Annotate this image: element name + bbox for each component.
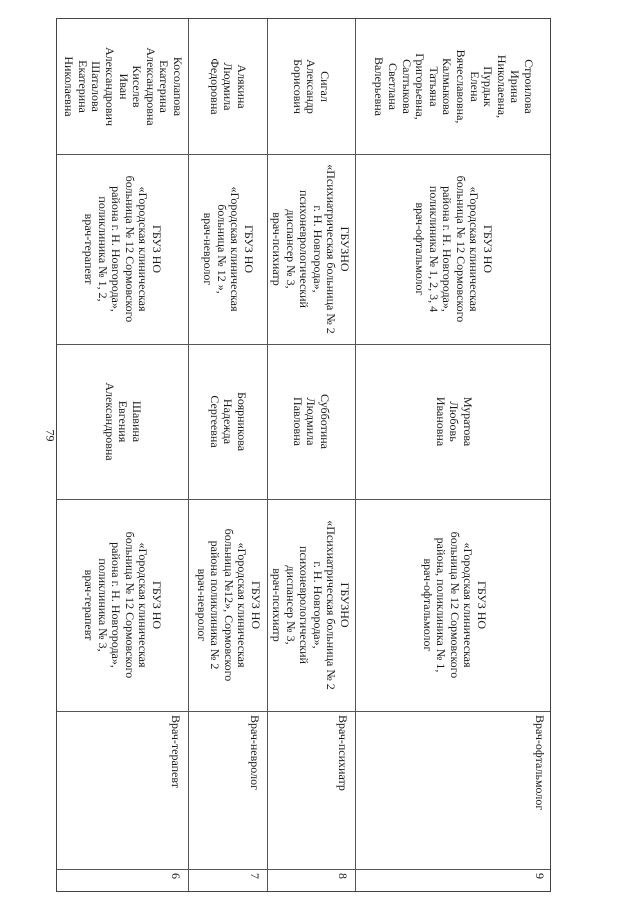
- org1-line: врач-психиатр: [270, 568, 285, 642]
- person1-line: Муратова: [460, 396, 475, 447]
- person2-line: Александрович: [102, 47, 117, 126]
- org2-line: врач-невролог: [200, 212, 215, 286]
- person2-line: Сигал: [318, 71, 333, 102]
- org1-line: района г. Н. Новгорода»,: [109, 542, 124, 668]
- person2-line: Людмила: [221, 62, 236, 111]
- person2-line: Валерьевна: [372, 57, 387, 116]
- org2-line: больница № 12 »,: [214, 204, 229, 294]
- specialty-line: Врач-терапевт: [169, 715, 183, 788]
- person2-line: Александр: [304, 59, 319, 114]
- person2-line: Елена: [467, 71, 482, 102]
- cell-org1-row-6: [57, 499, 188, 711]
- org1-line: ГБУЗНО: [338, 582, 352, 628]
- org2-line: ГБУЗ НО: [150, 224, 165, 274]
- cell-org1-row-9: [355, 499, 552, 711]
- org1-line: больница №12», Сормовского: [221, 528, 236, 682]
- org1-line: района поликлиника № 2: [207, 540, 222, 670]
- person2-line: Киселев: [129, 65, 144, 108]
- person2-line: Александровна: [143, 47, 158, 126]
- cell-specialty-row-8: [267, 711, 355, 869]
- org1-line: диспансер № 3,: [283, 565, 298, 645]
- person2-line: Салтыкова: [399, 59, 414, 114]
- org1-line: «Городская клиническая: [460, 542, 475, 668]
- person1-line: Сергеевна: [207, 395, 222, 448]
- cell-org2-row-6: [57, 154, 188, 344]
- person1-line: Шавина: [129, 400, 144, 443]
- person2-line: Калмыкова: [440, 58, 455, 115]
- person2-line: Татьяна: [426, 66, 441, 107]
- person2-line: Ирина: [508, 70, 523, 103]
- person2-line: Николаевна: [61, 56, 76, 117]
- org1-line: г. Н. Новгорода»,: [310, 561, 325, 649]
- person2-line: Екатерина: [157, 60, 172, 113]
- person2-line: Иван: [116, 73, 131, 100]
- cell-person2-row-6: [57, 19, 188, 154]
- org1-line: «Психиатрическая больница № 2: [324, 520, 339, 690]
- person2-line: Екатерина: [75, 60, 90, 113]
- org2-line: психоневрологический: [297, 190, 312, 308]
- org2-line: района г. Н. Новгорода»,: [109, 186, 124, 312]
- person1-line: Ивановна: [433, 396, 448, 447]
- cell-specialty-row-7: [188, 711, 267, 869]
- cell-person1-row-8: [267, 344, 355, 499]
- org1-line: ГБУЗ НО: [248, 580, 263, 630]
- org2-line: врач-психиатр: [270, 212, 285, 286]
- org1-line: больница № 12 Сормовского: [123, 531, 138, 679]
- person2-line: Светлана: [386, 63, 401, 110]
- num-line: 7: [248, 873, 262, 879]
- person1-line: Павловна: [291, 397, 306, 446]
- org1-line: «Городская клиническая: [136, 542, 151, 668]
- cell-specialty-row-6: [57, 711, 188, 869]
- person2-line: Федоровна: [207, 58, 222, 115]
- person2-line: Борисович: [291, 59, 306, 114]
- person2-line: Шаталова: [89, 61, 104, 112]
- org1-line: врач-невролог: [194, 568, 209, 642]
- org2-line: ГБУЗНО: [338, 226, 352, 272]
- org1-line: врач-терапевт: [82, 569, 97, 641]
- person2-line: Пурдык: [481, 66, 496, 107]
- person1-line: Людмила: [304, 397, 319, 446]
- org2-line: «Психиатрическая больница № 2: [324, 164, 339, 334]
- org2-line: г. Н. Новгорода»,: [310, 205, 325, 293]
- person2-line: Григорьевна,: [413, 53, 428, 120]
- cell-specialty-row-9: [355, 711, 552, 869]
- cell-num-row-8: [267, 869, 355, 893]
- org2-line: ГБУЗ НО: [481, 224, 496, 274]
- person2-line: Николаевна,: [494, 54, 509, 119]
- person1-line: Любовь: [447, 401, 462, 442]
- org2-line: больница № 12 Сормовского: [123, 175, 138, 323]
- org1-line: «Городская клиническая: [234, 542, 249, 668]
- person2-line: Косолапова: [170, 56, 185, 117]
- specialty-line: Врач-офтальмолог: [533, 715, 547, 811]
- org1-line: психоневрологический: [297, 546, 312, 664]
- person1-line: Надежда: [221, 398, 236, 445]
- specialty-line: Врач-психиатр: [336, 715, 350, 791]
- page-number: 79: [43, 429, 58, 442]
- cell-person2-row-9: [355, 19, 552, 154]
- cell-num-row-7: [188, 869, 267, 893]
- org1-line: поликлиника № 3,: [95, 558, 110, 652]
- cell-org1-row-7: [188, 499, 267, 711]
- person1-line: Субботина: [318, 393, 333, 449]
- person1-line: Евгения: [116, 400, 131, 443]
- num-line: 8: [336, 873, 350, 879]
- person2-line: Строилова: [522, 59, 537, 114]
- org2-line: врач-терапевт: [82, 213, 97, 285]
- org1-line: ГБУЗ НО: [150, 580, 165, 630]
- person1-line: Боярникова: [234, 391, 249, 452]
- cell-person1-row-9: [355, 344, 552, 499]
- org2-line: поликлиника № 1, 2, 3, 4: [426, 185, 441, 313]
- cell-person1-row-7: [188, 344, 267, 499]
- org1-line: района, поликлиника № 1,: [433, 537, 448, 673]
- person2-line: Вячеславовна,: [454, 49, 469, 124]
- cell-org2-row-7: [188, 154, 267, 344]
- org1-line: врач-офтальмолог: [420, 558, 435, 652]
- num-line: 9: [533, 873, 547, 879]
- org2-line: больница № 12 Сормовского: [454, 175, 469, 323]
- cell-person2-row-7: [188, 19, 267, 154]
- org2-line: «Городская клиническая: [467, 186, 482, 312]
- person2-line: Алякина: [234, 64, 249, 109]
- org2-line: ГБУЗ НО: [241, 224, 256, 274]
- cell-num-row-9: [355, 869, 552, 893]
- org2-line: диспансер № 3,: [283, 209, 298, 289]
- org2-line: «Городская клиническая: [228, 186, 243, 312]
- cell-org2-row-9: [355, 154, 552, 344]
- num-line: 6: [169, 873, 183, 879]
- cell-person1-row-6: [57, 344, 188, 499]
- cell-num-row-6: [57, 869, 188, 893]
- cell-person2-row-8: [267, 19, 355, 154]
- specialty-line: Врач-невролог: [248, 715, 262, 791]
- cell-org1-row-8: [267, 499, 355, 711]
- cell-org2-row-8: [267, 154, 355, 344]
- specialists-table: [56, 18, 551, 892]
- org2-line: «Городская клиническая: [136, 186, 151, 312]
- org2-line: района г. Н. Новгорода»,: [440, 186, 455, 312]
- person1-line: Александровна: [102, 382, 117, 461]
- org2-line: врач-офтальмолог: [413, 202, 428, 296]
- org1-line: больница № 12 Сормовского: [447, 531, 462, 679]
- org1-line: ГБУЗ НО: [474, 580, 489, 630]
- org2-line: поликлиника № 1, 2,: [95, 196, 110, 302]
